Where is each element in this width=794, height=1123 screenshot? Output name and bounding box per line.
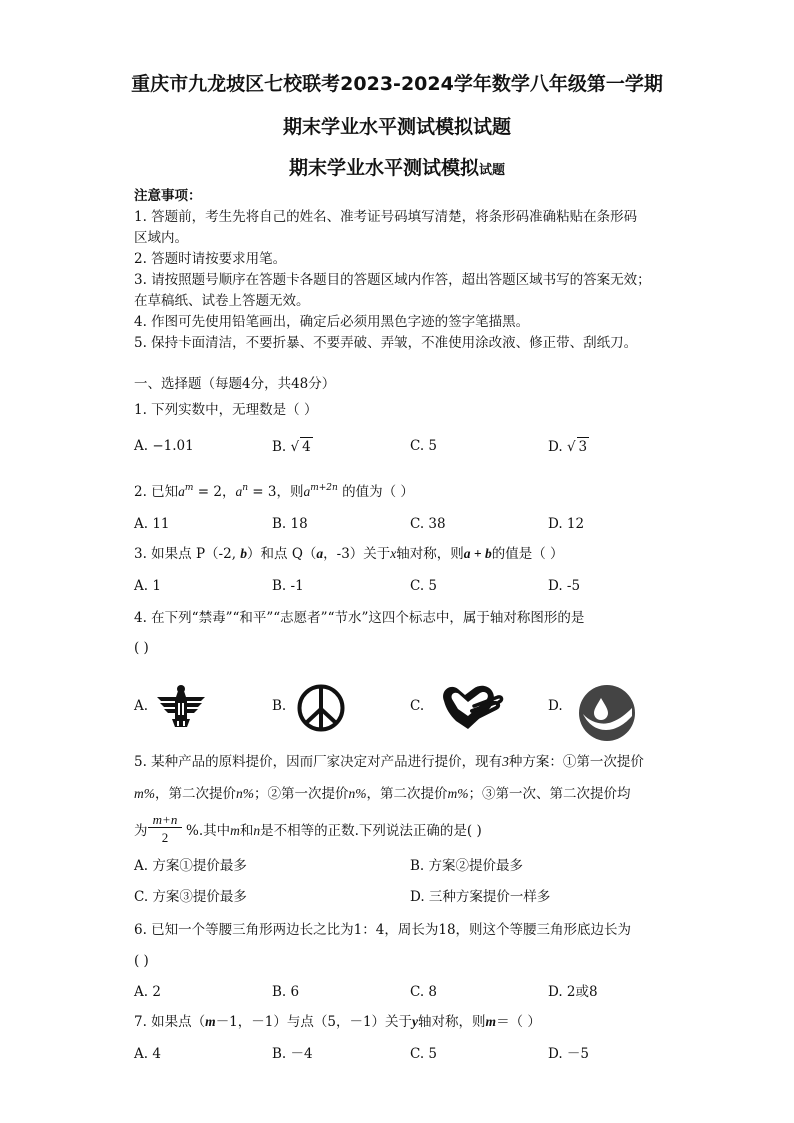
q1-option-c: C. 5 (410, 438, 438, 454)
note-item: 4. 作图可先使用铅笔画出，确定后必须用黑色字迹的签字笔描黑。 (134, 314, 530, 330)
note-item: 1. 答题前，考生先将自己的姓名、准考证号码填写清楚，将条形码准确粘贴在条形码 (134, 209, 638, 225)
paper-title-line3: 期末学业水平测试模拟试题 (288, 157, 506, 179)
paper-title-line1: 重庆市九龙坡区七校联考2023-2024学年数学八年级第一学期 (131, 73, 663, 95)
notes-heading: 注意事项： (134, 188, 202, 204)
q7-option-b: B. －4 (272, 1046, 313, 1062)
q3-option-c: C. 5 (410, 578, 438, 594)
q4-option-d: D. (548, 698, 563, 714)
q6-option-b: B. 6 (272, 984, 300, 1000)
note-item: 在草稿纸、试卷上答题无效。 (134, 293, 310, 309)
peace-sign-icon (296, 683, 346, 733)
q4-stem: 4. 在下列“禁毒”“和平”“志愿者”“节水”这四个标志中，属于轴对称图形的是 (134, 610, 585, 626)
section-heading: 一、选择题（每题4分，共48分） (134, 376, 336, 392)
q7-option-d: D. －5 (548, 1046, 590, 1062)
q5-stem-line3-prefix: 为 (134, 823, 148, 839)
q7-option-c: C. 5 (410, 1046, 438, 1062)
q5-option-b: B. 方案②提价最多 (410, 858, 524, 874)
q3-stem: 3. 如果点 P（-2, b）和点 Q（a，-3）关于x轴对称，则a + b的值是（ ） (134, 546, 564, 562)
note-item: 3. 请按照题号顺序在答题卡各题目的答题区域内作答，超出答题区域书写的答案无效； (134, 272, 651, 288)
q6-option-a: A. 2 (134, 984, 161, 1000)
q5-stem-line3: %.其中m和n是不相等的正数.下列说法正确的是( ) (186, 823, 482, 839)
q6-stem: 6. 已知一个等腰三角形两边长之比为1：4，周长为18，则这个等腰三角形底边长为 (134, 922, 632, 938)
q2-option-b: B. 18 (272, 516, 308, 532)
paper-title-line2: 期末学业水平测试模拟试题 (282, 116, 511, 138)
q1-option-d: D. √ 3 (548, 439, 588, 455)
q5-option-c: C. 方案③提价最多 (134, 889, 247, 905)
q6-option-d: D. 2或8 (548, 984, 598, 1000)
q1-option-b: B. √ 4 (272, 439, 311, 455)
q7-option-a: A. 4 (134, 1046, 161, 1062)
note-item: 区域内。 (134, 230, 188, 246)
q2-option-d: D. 12 (548, 516, 585, 532)
q4-option-b: B. (272, 698, 287, 714)
q2-option-a: A. 11 (134, 516, 170, 532)
q6-stem-paren: ( ) (134, 953, 149, 969)
q5-option-d: D. 三种方案提价一样多 (410, 889, 551, 905)
note-item: 2. 答题时请按要求用笔。 (134, 251, 287, 267)
q7-stem: 7. 如果点（m－1，－1）与点（5，－1）关于y轴对称，则m＝（ ） (134, 1014, 541, 1030)
q3-option-b: B. -1 (272, 578, 304, 594)
q5-option-a: A. 方案①提价最多 (134, 858, 247, 874)
q4-option-a: A. (134, 698, 149, 714)
q6-option-c: C. 8 (410, 984, 438, 1000)
q5-fraction-numerator: m+n (148, 812, 182, 828)
q5-stem-line2: m%，第二次提价n%；②第一次提价n%，第二次提价m%；③第一次、第二次提价均 (134, 786, 631, 802)
q2-option-c: C. 38 (410, 516, 446, 532)
q5-fraction-denominator: 2 (161, 830, 169, 845)
q4-stem-paren: ( ) (134, 640, 149, 656)
q5-stem-line1: 5. 某种产品的原料提价，因而厂家决定对产品进行提价，现有3种方案：①第一次提价 (134, 754, 644, 770)
q3-option-d: D. -5 (548, 578, 581, 594)
anti-drug-eagle-icon (155, 683, 207, 729)
q1-stem: 1. 下列实数中，无理数是（ ） (134, 402, 318, 418)
q1-option-a: A. −1.01 (134, 438, 194, 454)
volunteer-heart-hand-icon (438, 681, 506, 733)
q4-option-c: C. (410, 698, 425, 714)
note-item: 5. 保持卡面清洁，不要折暴、不要弄破、弄皱，不准使用涂改液、修正带、刮纸刀。 (134, 335, 638, 351)
q3-option-a: A. 1 (134, 578, 161, 594)
water-saving-icon (578, 684, 636, 742)
q2-stem: 2. 已知$a^m = 2$，$a^n = 3$，则$a^{m+2n}$ 的值为（ ） (134, 483, 414, 500)
